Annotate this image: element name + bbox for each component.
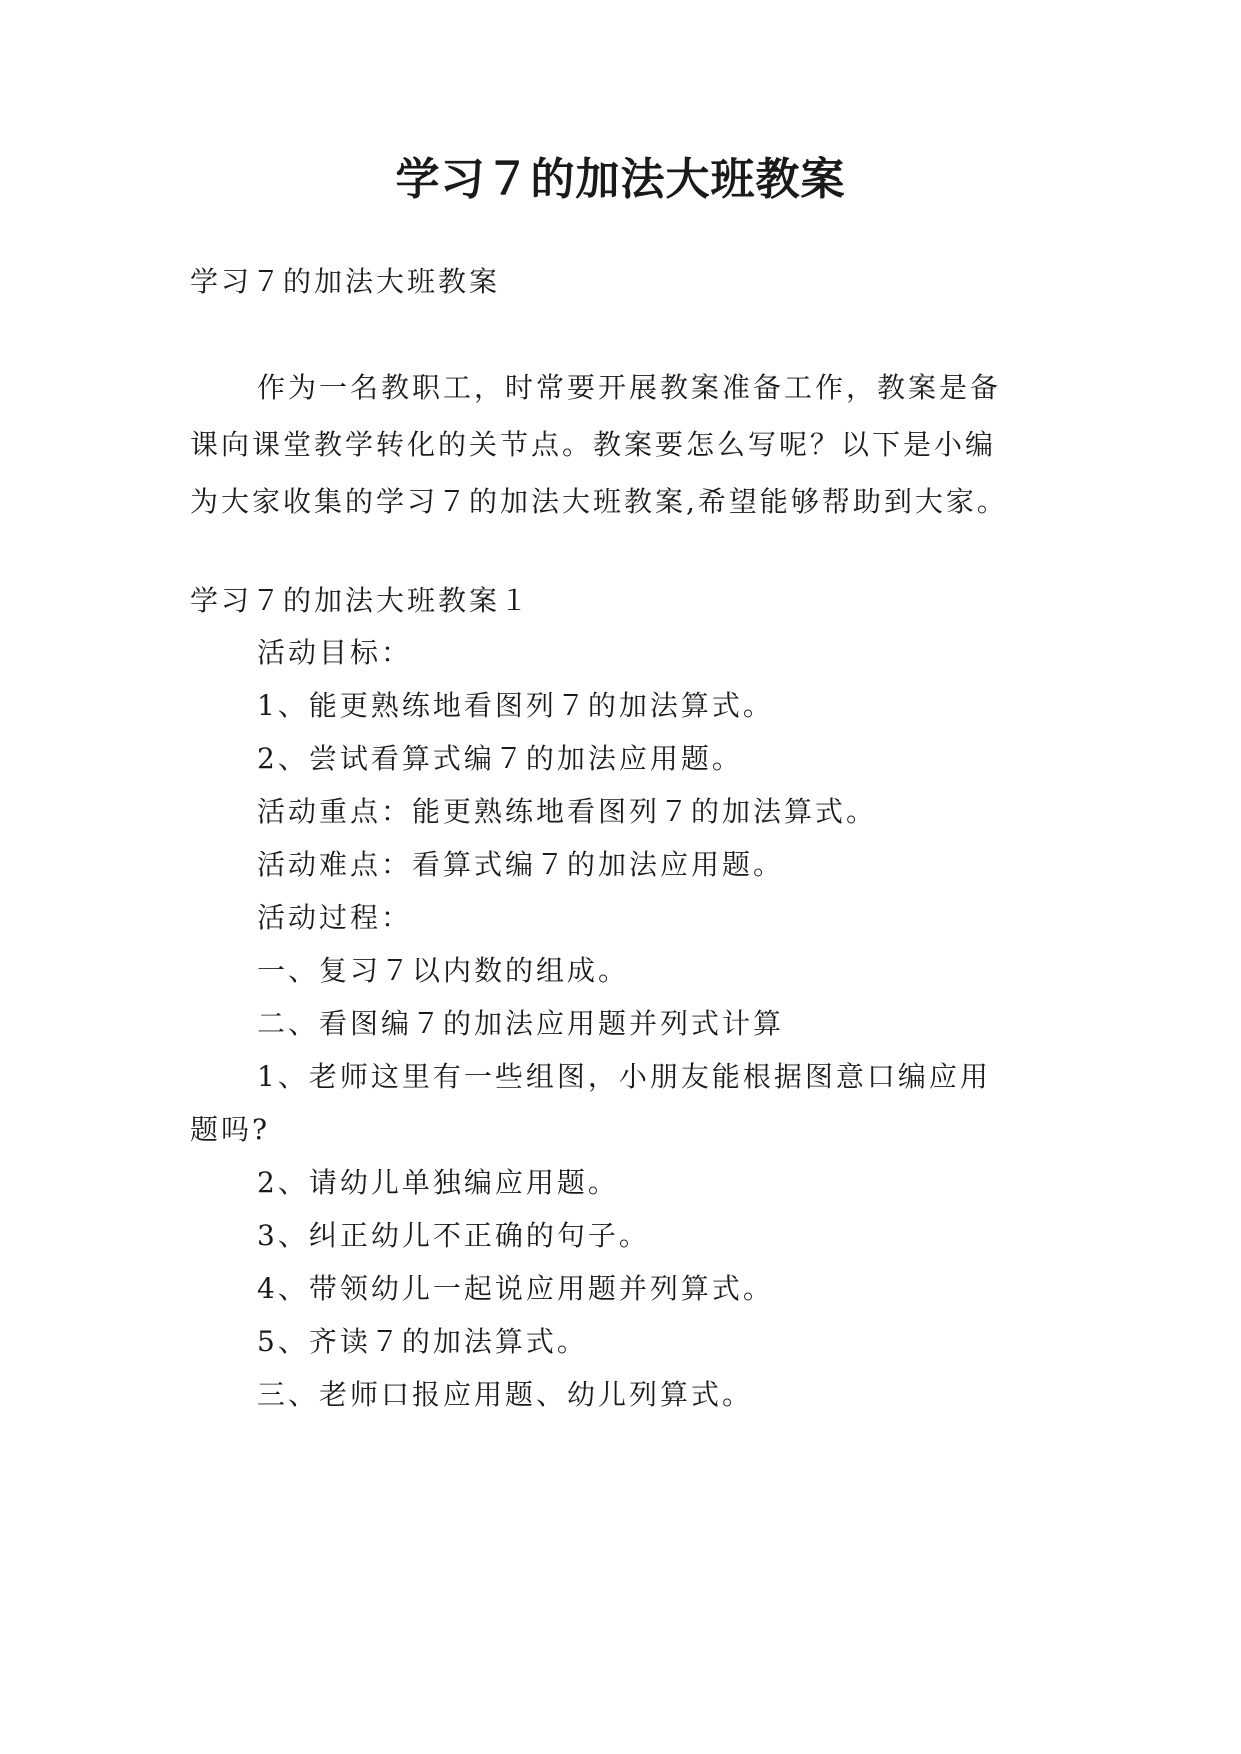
content-line: 二、看图编７的加法应用题并列式计算 — [257, 1007, 785, 1040]
intro-line: 为大家收集的学习７的加法大班教案,希望能够帮助到大家。 — [190, 485, 1008, 518]
content-line: 活动重点：能更熟练地看图列７的加法算式。 — [257, 795, 878, 828]
section-heading: 学习７的加法大班教案１ — [190, 584, 532, 617]
intro-line: 作为一名教职工，时常要开展教案准备工作，教案是备 — [257, 371, 1002, 404]
intro-line: 课向课堂教学转化的关节点。教案要怎么写呢？以下是小编 — [190, 428, 997, 461]
page-title: 学习７的加法大班教案 — [395, 154, 846, 205]
content-line: 活动过程： — [257, 901, 413, 934]
content-line: 1、能更熟练地看图列７的加法算式。 — [257, 689, 774, 722]
content-line: 2、尝试看算式编７的加法应用题。 — [257, 742, 743, 775]
content-line: 一、复习７以内数的组成。 — [257, 954, 630, 987]
content-line: 三、老师口报应用题、幼儿列算式。 — [257, 1378, 754, 1411]
content-line: 活动难点：看算式编７的加法应用题。 — [257, 848, 785, 881]
document-subtitle: 学习７的加法大班教案 — [190, 265, 501, 298]
content-line: 2、请幼儿单独编应用题。 — [257, 1166, 619, 1199]
content-line: 活动目标： — [257, 636, 413, 669]
content-line: 3、纠正幼儿不正确的句子。 — [257, 1219, 650, 1252]
content-line: 1、老师这里有一些组图，小朋友能根据图意口编应用 — [257, 1060, 991, 1093]
content-line: 题吗? — [190, 1113, 271, 1146]
content-line: 5、齐读７的加法算式。 — [257, 1325, 588, 1358]
content-line: 4、带领幼儿一起说应用题并列算式。 — [257, 1272, 774, 1305]
